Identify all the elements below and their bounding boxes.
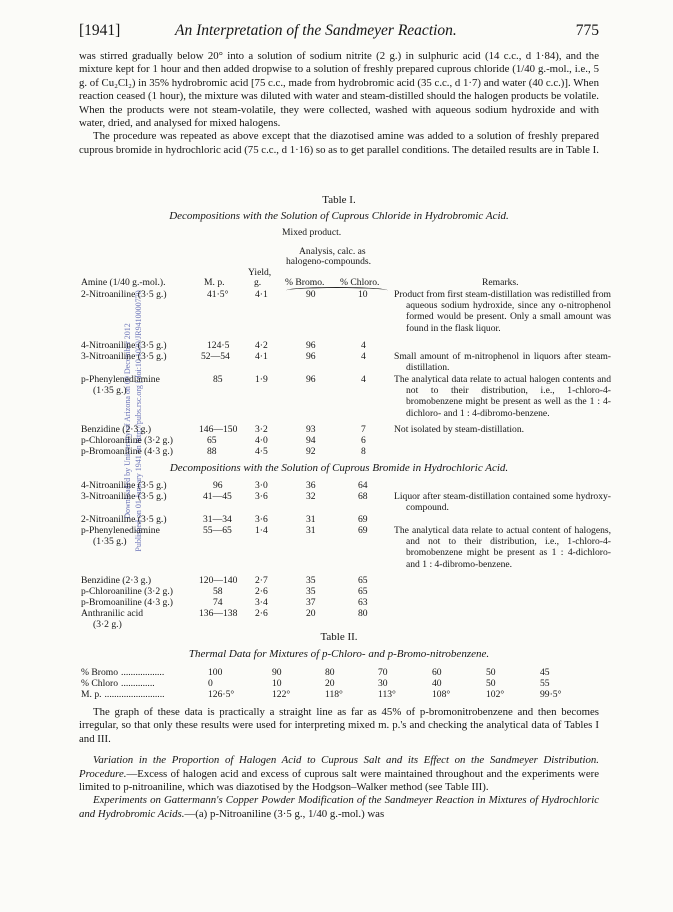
t2-cell: 126·5° — [208, 689, 235, 700]
t1-row-1-mp: 41·5° — [207, 289, 229, 300]
t1-row-7-yield: 4·5 — [255, 446, 268, 457]
t1-row-7-bromo: 92 — [306, 446, 316, 457]
t1-row-3-mp: 52—54 — [201, 351, 230, 362]
paragraph-5-text: —(a) p-Nitroaniline (3·5 g., 1/40 g.-mol.) was — [184, 807, 385, 820]
t1b-row-1-bromo: 36 — [306, 480, 316, 491]
t1b-row-5-mp: 120—140 — [199, 575, 238, 586]
t2-cell: 10 — [272, 678, 282, 689]
running-header — [79, 22, 599, 44]
t1b-row-1-mp: 96 — [213, 480, 223, 491]
t2-row-leader-dots: .............. — [121, 678, 155, 689]
t1-row-6-yield: 4·0 — [255, 435, 268, 446]
header-mixed-product: Mixed product. — [282, 227, 342, 238]
t2-cell: 60 — [432, 667, 442, 678]
paragraph-4 — [79, 754, 599, 794]
header-yield: Yield, — [248, 267, 272, 278]
t1-row-5-mp: 146—150 — [199, 424, 238, 435]
t1-row-2-mp: 124·5 — [207, 340, 230, 351]
intro-text — [79, 50, 599, 157]
t1b-row-5-bromo: 35 — [306, 575, 316, 586]
t1b-row-1-yield: 3·0 — [255, 480, 268, 491]
t1-row-4-amine-qty: (1·35 g.) — [93, 385, 127, 396]
t2-cell: 50 — [486, 667, 496, 678]
t1b-row-4-bromo: 31 — [306, 525, 316, 536]
t1-row-2-chloro: 4 — [361, 340, 366, 351]
t1-row-3-yield: 4·1 — [255, 351, 268, 362]
t2-cell: 122° — [272, 689, 291, 700]
t1-row-7-mp: 88 — [207, 446, 217, 457]
t1b-row-5-yield: 2·7 — [255, 575, 268, 586]
t1-row-4-amine: p-Phenylenediamine — [81, 374, 160, 385]
t1b-row-5-amine: Benzidine (2·3 g.) — [81, 575, 152, 586]
paragraph-5-title: Experiments on Gattermann's Copper Powder Modification of the Sandmeyer Reaction in Mixtures of Hydrochloric and Hydrobromic Acids. — [79, 794, 599, 820]
t1-remark-1: Product from first steam-distillation was redistilled from aqueous sodium hydroxide, since any o-nitrophenol formed would be present. Only a small amount was found in the flask liquor. — [394, 289, 611, 334]
t1-row-2-yield: 4·2 — [255, 340, 268, 351]
t1-row-4-chloro: 4 — [361, 374, 366, 385]
body-text — [79, 706, 599, 821]
t1b-row-2-bromo: 32 — [306, 491, 316, 502]
t1-row-4-yield: 1·9 — [255, 374, 268, 385]
t1b-row-6-mp: 58 — [213, 586, 223, 597]
t2-cell: 70 — [378, 667, 388, 678]
header-year: [1941] — [79, 22, 121, 39]
t1b-row-4-mp: 55—65 — [203, 525, 232, 536]
t2-row-label-text: % Chloro — [81, 678, 119, 689]
t1-row-1-amine: 2-Nitroaniline (3·5 g.) — [81, 289, 167, 300]
t1-remark-2: Small amount of m-nitrophenol in liquors after steam-distillation. — [394, 351, 611, 374]
t2-cell: 108° — [432, 689, 451, 700]
header-analysis-2: halogeno-compounds. — [286, 256, 371, 267]
t1b-row-2-yield: 3·6 — [255, 491, 268, 502]
t1b-row-8-bromo: 20 — [306, 608, 316, 619]
t1b-row-7-chloro: 63 — [358, 597, 368, 608]
table-2-caption: Table II. — [320, 631, 358, 643]
table-1-subtitle-1: Decompositions with the Solution of Cuprous Chloride in Hydrobromic Acid. — [169, 210, 509, 222]
t1-remark-3: The analytical data relate to actual halogen contents and not to their distribution, i.e., 1-chloro-4-bromobenzene might be present as well as the 1 : 4-dichloro- and 1 : 4-dibromo-benzene. — [394, 374, 611, 419]
t1b-row-7-yield: 3·4 — [255, 597, 268, 608]
t1-row-4-mp: 85 — [213, 374, 223, 385]
t1b-row-3-bromo: 31 — [306, 514, 316, 525]
t1b-row-7-bromo: 37 — [306, 597, 316, 608]
t1b-row-4-yield: 1·4 — [255, 525, 268, 536]
t1-row-7-chloro: 8 — [361, 446, 366, 457]
t1b-row-4-chloro: 69 — [358, 525, 368, 536]
download-line: Downloaded by University of Arizona on 09 December 2012 — [123, 323, 132, 519]
header-amine: Amine (1/40 g.-mol.). — [81, 277, 166, 288]
t1b-row-3-amine: 2-Nitroaniline (3·5 g.) — [81, 514, 167, 525]
t1-row-6-bromo: 94 — [306, 435, 316, 446]
t2-cell: 99·5° — [540, 689, 562, 700]
table-1-subtitle-2: Decompositions with the Solution of Cuprous Bromide in Hydrochloric Acid. — [169, 462, 509, 474]
t1b-row-6-yield: 2·6 — [255, 586, 268, 597]
t1-row-1-chloro: 10 — [358, 289, 368, 300]
t2-cell: 30 — [378, 678, 388, 689]
t2-row-label — [81, 689, 165, 700]
t1-row-4-bromo: 96 — [306, 374, 316, 385]
t1-row-3-amine: 3-Nitroaniline (3·5 g.) — [81, 351, 167, 362]
t2-cell: 113° — [378, 689, 396, 700]
t1b-row-6-chloro: 65 — [358, 586, 368, 597]
t1b-row-7-mp: 74 — [213, 597, 223, 608]
t1-row-5-amine: Benzidine (2·3 g.) — [81, 424, 152, 435]
t1b-remark-1: Liquor after steam-distillation contained some hydroxy-compound. — [394, 491, 611, 514]
t1-row-2-amine: 4-Nitroaniline (3·5 g.) — [81, 340, 167, 351]
t1-row-5-bromo: 93 — [306, 424, 316, 435]
t1b-row-4-amine: p-Phenylenediamine — [81, 525, 160, 536]
paragraph-4-title: Variation in the Proportion of Halogen Acid to Cuprous Salt and its Effect on the Sandmeyer Distribution. Procedure. — [79, 754, 599, 780]
t1-remark-4: Not isolated by steam-distillation. — [394, 424, 525, 435]
header-page-number: 775 — [575, 22, 599, 39]
t1b-row-3-mp: 31—34 — [203, 514, 232, 525]
header-title: An Interpretation of the Sandmeyer Reaction. — [175, 22, 457, 39]
header-yield-unit: g. — [254, 277, 262, 288]
t1b-row-2-chloro: 68 — [358, 491, 368, 502]
t2-row-leader-dots: ......................... — [104, 689, 165, 700]
t1b-row-4-amine-qty: (1·35 g.) — [93, 536, 127, 547]
paragraph-5 — [79, 794, 599, 821]
t2-row-label-text: M. p. — [81, 689, 102, 700]
t1b-row-6-bromo: 35 — [306, 586, 316, 597]
paragraph-4-text: —Excess of halogen acid and excess of cuprous salt were maintained throughout and the experiments were limited to p-nitroaniline, which was diazotised by the Hodgson–Walker method (see Table III). — [79, 767, 599, 794]
t1-row-1-yield: 4·1 — [255, 289, 268, 300]
t1-row-5-yield: 3·2 — [255, 424, 268, 435]
t2-cell: 118° — [325, 689, 343, 700]
header-analysis: Analysis, calc. as — [299, 246, 366, 257]
t1b-row-3-chloro: 69 — [358, 514, 368, 525]
t1b-row-8-amine: Anthranilic acid — [81, 608, 144, 619]
header-chloro: % Chloro. — [340, 277, 380, 288]
t1b-row-1-amine: 4-Nitroaniline (3·5 g.) — [81, 480, 167, 491]
paragraph-3: The graph of these data is practically a straight line as far as 45% of p-bromonitrobenzene and then becomes irregular, so that only these results were used for interpreting mixed m. p.'s and checking the analytical data of Tables I and III. — [79, 706, 599, 745]
t1-row-3-chloro: 4 — [361, 351, 366, 362]
t2-cell: 40 — [432, 678, 442, 689]
t1b-remark-2: The analytical data relate to actual content of halogens, and not to their distribution, i.e., 1-chloro-4-bromobenzene might be present as 1 : 4-dichloro- and 1 : 4-dibromo-benzene. — [394, 525, 611, 570]
t1-row-5-chloro: 7 — [361, 424, 366, 435]
t1b-row-1-chloro: 64 — [358, 480, 368, 491]
t1-row-6-chloro: 6 — [361, 435, 366, 446]
t1-row-6-mp: 65 — [207, 435, 217, 446]
t1-row-7-amine: p-Bromoaniline (4·3 g.) — [81, 446, 173, 457]
paragraph-1: was stirred gradually below 20° into a solution of sodium nitrite (2 g.) in sulphuric acid (14 c.c., d 1·84), and the mixture kept for 1 hour and then added dropwise to a solution of freshly prepared cuprous chloride (1/40 g.-mol., i.e., 5 g. of Cu₂Cl₂) in 35% hydrobromic acid [75 c.c., made from hydrobromic acid (35 c.c., d 1·7) and water (40 c.c.)]. When reaction ceased (1 hour), the mixture was diluted with water and steam-distilled should the halogen products be volatile. When the products were not steam-volatile, they were collected, washed with aqueous sodium hydroxide and with water, dried, and analysed for mixed halogens. — [79, 50, 599, 130]
t2-cell: 102° — [486, 689, 505, 700]
t1-row-6-amine: p-Chloroaniline (3·2 g.) — [81, 435, 173, 446]
header-remarks: Remarks. — [482, 277, 519, 288]
table-1-caption: Table I. — [322, 194, 356, 206]
t2-row-label — [81, 667, 164, 678]
t2-cell: 90 — [272, 667, 282, 678]
t1b-row-8-mp: 136—138 — [199, 608, 238, 619]
t2-cell: 45 — [540, 667, 550, 678]
t1b-row-8-amine-qty: (3·2 g.) — [93, 619, 122, 630]
t2-row-label — [81, 678, 155, 689]
t1-row-2-bromo: 96 — [306, 340, 316, 351]
t1b-row-2-amine: 3-Nitroaniline (3·5 g.) — [81, 491, 167, 502]
t2-cell: 0 — [208, 678, 213, 689]
header-bromo: % Bromo. — [285, 277, 325, 288]
t1b-row-5-chloro: 65 — [358, 575, 368, 586]
t1b-row-8-yield: 2·6 — [255, 608, 268, 619]
t2-cell: 80 — [325, 667, 335, 678]
t1b-row-2-mp: 41—45 — [203, 491, 232, 502]
t2-row-label-text: % Bromo — [81, 667, 119, 678]
paragraph-2: The procedure was repeated as above except that the diazotised amine was added to a solution of freshly prepared cuprous bromide in hydrochloric acid (75 c.c., d 1·16) so as to get parallel conditions. The detailed results are in Table I. — [79, 130, 599, 156]
t2-cell: 100 — [208, 667, 223, 678]
t1-row-3-bromo: 96 — [306, 351, 316, 362]
table-2-subtitle: Thermal Data for Mixtures of p-Chloro- and p-Bromo-nitrobenzene. — [188, 648, 490, 660]
t1-row-1-bromo: 90 — [306, 289, 316, 300]
t1b-row-8-chloro: 80 — [358, 608, 368, 619]
t1b-row-7-amine: p-Bromoaniline (4·3 g.) — [81, 597, 173, 608]
t2-row-leader-dots: .................. — [121, 667, 165, 678]
t2-cell: 55 — [540, 678, 550, 689]
t1b-row-6-amine: p-Chloroaniline (3·2 g.) — [81, 586, 173, 597]
t1b-row-3-yield: 3·6 — [255, 514, 268, 525]
published-line: Published on 01 January 1941 on http://pubs.rsc.org | doi:10.1039/JR9410000770 — [134, 290, 143, 552]
t2-cell: 20 — [325, 678, 335, 689]
header-mp: M. p. — [204, 277, 225, 288]
t2-cell: 50 — [486, 678, 496, 689]
